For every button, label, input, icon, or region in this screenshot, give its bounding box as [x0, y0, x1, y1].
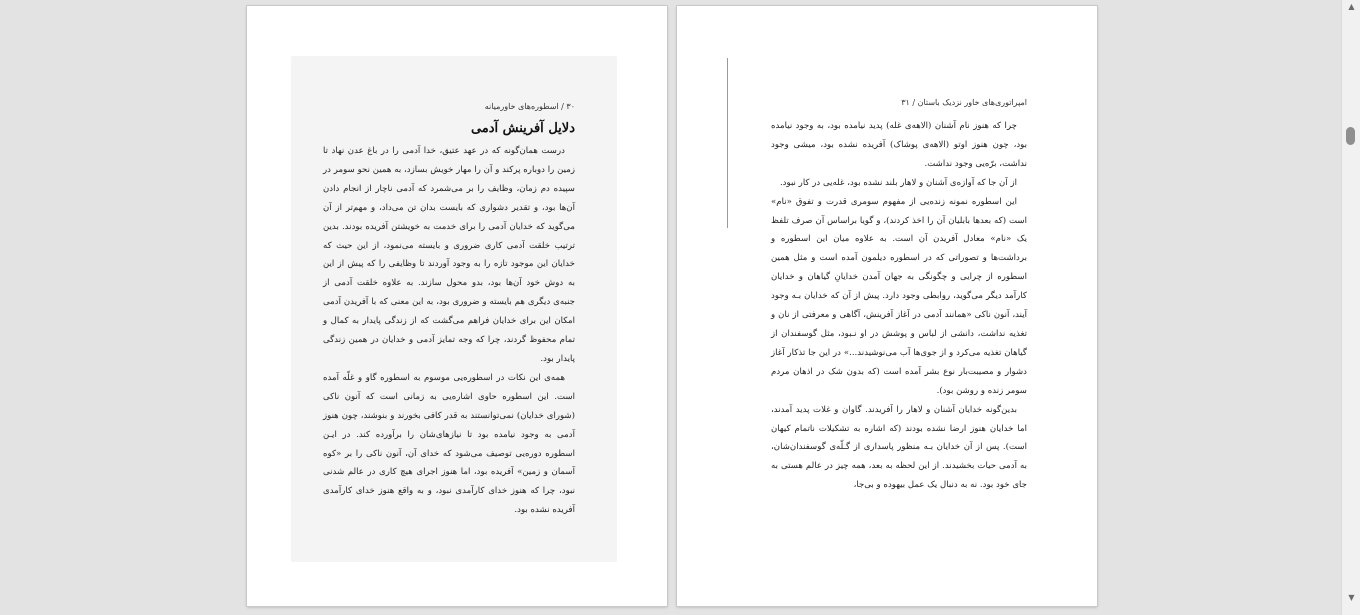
scroll-up-icon[interactable]: ▲: [1348, 2, 1355, 11]
scrollbar-thumb[interactable]: [1346, 127, 1355, 145]
paragraph: بدین‌گونه خدایان آشنان و لاهار را آفریدند. گاوان و غلات پدید آمدند، اما خدایان هنوز ارضا نشده بودند (که اشاره به تشکیلات ناتمام کیهان است). پس از آن خدایان بـه منظور پاسداری از گـلّه‌ی گوسفندان‌شان، به آدمی حیات بخشیدند. از این لحظه به بعد، همه چیز در عالم هستی به جای خود بود. نه به دنبال یک عمل بیهوده و بی‌جا،: [771, 404, 1027, 491]
margin-rule: [727, 58, 728, 228]
paragraph: درست همان‌گونه که در عهد عتیق، خدا آدمی را در باغ عدن نهاد تا زمین را دوباره پرکند و آن را مهار خویش بسازد، به همین نحو سومر در سپیده دم زمان، وظایف را بر می‌شمرد که آدمی ناچار از انجام دادن آن‌ها بود، و تقدیر دشواری که بایست بدان تن می‌داد، و مهم‌تر از آن می‌گوید که خدایان آدمی را برای خدمت به خویشتن آفریده بودند. بدین ترتیب خلقت آدمی کاری ضروری و بایسته می‌نمود، از این حیث که خدایان این موجود تازه را به وجود آوردند تا وظایفی را که پیش از این به دوش خود آن‌ها بود، بدو محول سازند. به علاوه خلقت آدمی از جنبه‌ی دیگری هم بایسته و ضروری بود، به این معنی که با آفریدن آدمی امکان این برای خدایان فراهم می‌گشت که از زندگی پایدار به کمال و تمام محفوظ گردند، چرا که وجه تمایز آدمی و خدایان در همین زندگی پایدار بود.: [323, 146, 575, 364]
vertical-scrollbar[interactable]: [1341, 0, 1360, 615]
page-31: [677, 6, 1097, 606]
left-page-text: [323, 102, 575, 520]
right-page-text: [771, 98, 1027, 495]
section-title: دلایل آفرینش آدمی: [470, 121, 575, 136]
running-header: امپراتوری‌های خاور نزدیک باستان / ۳۱: [901, 98, 1027, 107]
paragraph: چرا که هنوز نام آشنان (الاهه‌ی غله) پدید نیامده بود، به وجود نیامده بود، چون هنوز اوتو (الاهه‌ی پوشاک) آفریده نشده بود، میشی وجود نداشت، برّه‌یی وجود نداشت.: [771, 121, 1027, 169]
paragraph: این اسطوره نمونه زنده‌یی از مفهوم سومری قدرت و تفوق «نام» است (که بعدها بابلیان آن را اخذ کردند)، و گویا براساس آن صرف تلفظ یک «نام» معادل آفریدن آن است. به علاوه میان این اسطوره و برداشت‌ها و تصوراتی که در اسطوره دیلمون آمده است و مثل همین اسطوره از چرایی و چگونگی به جهان آمدن خدایانِ گیاهان و خدایان کارآمد دیگر می‌گوید، روابطی وجود دارد. پیش از آن که خدایان بـه وجود آیند، آنون ناکی «همانند آدمی در آغاز آفرینش، آگاهی و معرفتی از نان و تغذیه نداشت، دانشی از لباس و پوشش در او نـبود، مثل گوسفندان از گیاهان تغذیه می‌کرد و از جوی‌ها آب می‌نوشیدند...» در این جا تذکار آغاز دشوار و مصیبت‌بار نوع بشر آمده است (که بدون شک در اذهان مردم سومر زنده و روشن بود).: [771, 196, 1027, 396]
paragraph: همه‌ی این نکات در اسطوره‌یی موسوم به اسطوره گاو و غلّه آمده است. این اسطوره حاوی اشاره‌یی به زمانی است که آنون ناکی (شورای خدایان) نمی‌توانستند به قدر کافی بخورند و بنوشند، چون هنوز آدمی به وجود نیامده بود تا نیازهای‌شان را برآورده کند. در ایـن اسطوره دوره‌یی توصیف می‌شود که خدای آن، آنون ناکی را بر «کوه آسمان و زمین» آفریده بود، اما هنوز اجرای هیچ کاری در عالم شدنی نبود، چرا که هنوز خدای کارآمدی نبود، و به واقع هنوز خدای کارآمدی آفریده نشده بود.: [323, 372, 575, 516]
paragraph: از آن جا که آوازه‌ی آشنان و لاهار بلند نشده بود، غله‌یی در کار نبود.: [779, 177, 1017, 188]
running-header: ۳۰ / اسطوره‌های خاورمیانه: [484, 102, 575, 111]
scroll-down-icon[interactable]: ▼: [1348, 593, 1355, 602]
page-30: [247, 6, 667, 606]
